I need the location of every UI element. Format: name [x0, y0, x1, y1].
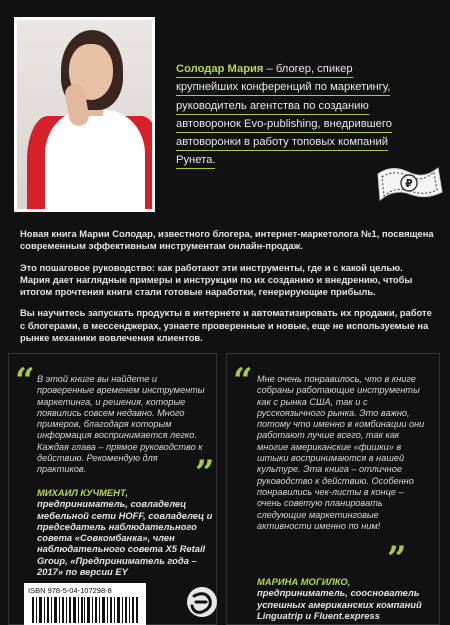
isbn-text: ISBN 978-5-04-107298-8 — [28, 586, 112, 595]
bio-line-3: руководитель агентства по созданию — [176, 100, 369, 115]
bio-line-2: крупнейших конференций по маркетингу, — [176, 81, 390, 96]
description-paragraph: Новая книга Марии Солодар, известного блогера, интернет-маркетолога №1, посвящена современным эффективным инструментам онлайн-продаж. — [20, 228, 434, 252]
review-author — [37, 487, 213, 577]
author-title: предприниматель, сооснователь успешных американских компаний Linguatrip и Fluent.express — [257, 587, 422, 621]
svg-text:₽: ₽ — [405, 177, 413, 190]
quote-open-icon: “ — [233, 361, 253, 401]
review-text: В этой книге вы найдете и проверенные временем инструменты маркетинга, и решения, которые появились совсем недавно. Много примеров, благодаря которым информация воспринимается легко. Каждая глава – прямое руководство к действию. Рекомендую для практиков. — [37, 374, 205, 475]
book-description — [20, 228, 434, 353]
quote-open-icon: “ — [15, 361, 35, 401]
bio-line-4: автоворонок Evo-publishing, внедрившего — [176, 118, 392, 133]
author-photo-image — [17, 20, 152, 209]
bio-line-1: – блогер, спикер — [263, 63, 353, 75]
bio-line-5: автоворонки в работу топовых компаний — [176, 136, 388, 151]
review-author — [257, 576, 437, 621]
barcode — [32, 597, 138, 623]
quote-close-icon: ” — [387, 539, 407, 579]
bio-line-6: Рунета. — [176, 154, 215, 169]
author-photo — [14, 17, 155, 212]
description-paragraph: Это пошаговое руководство: как работают эти инструменты, где и с какой целью. Мария дает наглядные примеры и инструкции по их созданию и внедрению, чтобы итогом прочтения книги стали готовые наработки, генерирующие прибыль. — [20, 261, 413, 298]
author-name: МИХАИЛ КУЧМЕНТ, — [37, 487, 128, 498]
author-title: предприниматель, совладелец мебельной сети HOFF, совладелец и председатель наблюдательного совета «Совкомбанка», член наблюдательного совета X5 Retail Group, «Предприниматель года – 2017» по версии EY — [37, 498, 213, 578]
money-bill-icon — [372, 160, 444, 206]
author-name: Солодар Мария — [176, 63, 264, 75]
author-bio — [176, 60, 436, 170]
author-name: МАРИНА МОГИЛКО, — [257, 576, 351, 587]
description-paragraph: Вы научитесь запускать продукты в интернете и автоматизировать их продажи, работе с блогерами, в мессенджерах, узнаете проверенные и новые, еще не используемые на рынке механики вовлечения клиентов. — [20, 307, 432, 344]
review-text: Мне очень понравилось, что в книге собраны работающие инструменты как с рынка США, так и с русскоязычного рынка. Это важно, потому что именно в комбинации они работают лучше всего, так как многие американские «фишки» в штыки воспринимаются в нашей культуре. Эта книга – отличное руководство к действию. Особенно понравились чек-листы в конце – очень советую планировать следующие маркетинговые активности именно по ним! — [257, 374, 425, 531]
quote-close-icon: ” — [195, 453, 215, 493]
publisher-logo-icon — [186, 586, 218, 618]
review-card-mogilko — [226, 353, 440, 625]
isbn-barcode-box — [24, 583, 146, 625]
